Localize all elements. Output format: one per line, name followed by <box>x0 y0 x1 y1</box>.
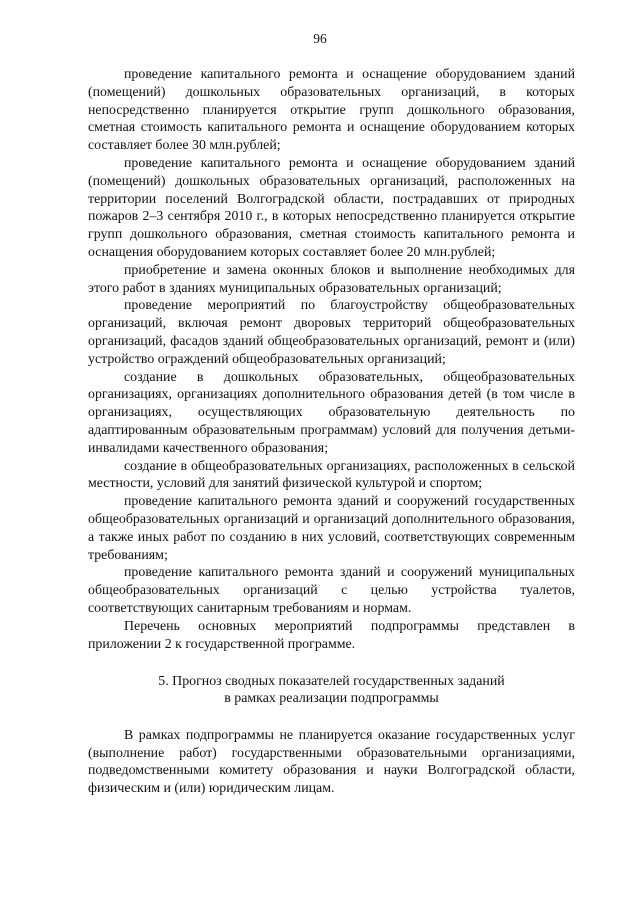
document-body <box>88 66 575 798</box>
list-item: проведение капитального ремонта и оснащение оборудованием зданий (помещений) дошкольных образовательных организаций, в которых непосредственно планируется открытие групп дошкольного образования, сметная стоимость капитального ремонта и оснащение оборудованием которых составляет более 30 млн.рублей; <box>88 67 575 154</box>
list-item: проведение капитального ремонта и оснащение оборудованием зданий (помещений) дошкольных образовательных организаций, расположенных на территории поселений Волгоградской области, пострадавших от природных пожаров 2–3 сентября 2010 г., в которых непосредственно планируется открытие групп дошкольного образования, сметная стоимость капитального ремонта и оснащения оборудованием которых составляет более 20 млн.рублей; <box>88 155 575 260</box>
section-heading <box>88 674 575 706</box>
section-heading-line: в рамках реализации подпрограммы <box>224 690 439 706</box>
list-item: проведение капитального ремонта зданий и сооружений государственных общеобразовательных организаций и организаций дополнительного образования, а также иных работ по созданию в них условий, соответствующих современным требованиям; <box>88 494 575 563</box>
closing-paragraph: Перечень основных мероприятий подпрограммы представлен в приложении 2 к государственной программе. <box>88 618 575 652</box>
list-item: создание в общеобразовательных организациях, расположенных в сельской местности, условий для занятий физической культурой и спортом; <box>88 458 575 492</box>
section-heading-line: 5. Прогноз сводных показателей государственных заданий <box>158 674 505 690</box>
list-item: проведение капитального ремонта зданий и сооружений муниципальных общеобразовательных организаций с целью устройства туалетов, соответствующих санитарным требованиям и нормам. <box>88 565 575 616</box>
list-item: проведение мероприятий по благоустройству общеобразовательных организаций, включая ремонт дворовых территорий общеобразовательных организаций, фасадов зданий общеобразовательных организаций, ремонт и (или) устройство ограждений общеобразовательных организаций; <box>88 298 575 367</box>
page-number: 96 <box>313 31 327 46</box>
list-item: создание в дошкольных образовательных, общеобразовательных организациях, организациях дополнительного образования детей (в том числе в организациях, осуществляющих образовательную деятельность по адаптированным образовательным программам) условий для получения детьми-инвалидами качественного образования; <box>88 369 575 456</box>
section-paragraph: В рамках подпрограммы не планируется оказание государственных услуг (выполнение работ) государственными образовательными организациями, подведомственными комитету образования и науки Волгоградской области, физическим и (или) юридическим лицам. <box>88 727 575 797</box>
list-item: приобретение и замена оконных блоков и выполнение необходимых для этого работ в зданиях муниципальных образовательных организаций; <box>88 262 575 296</box>
